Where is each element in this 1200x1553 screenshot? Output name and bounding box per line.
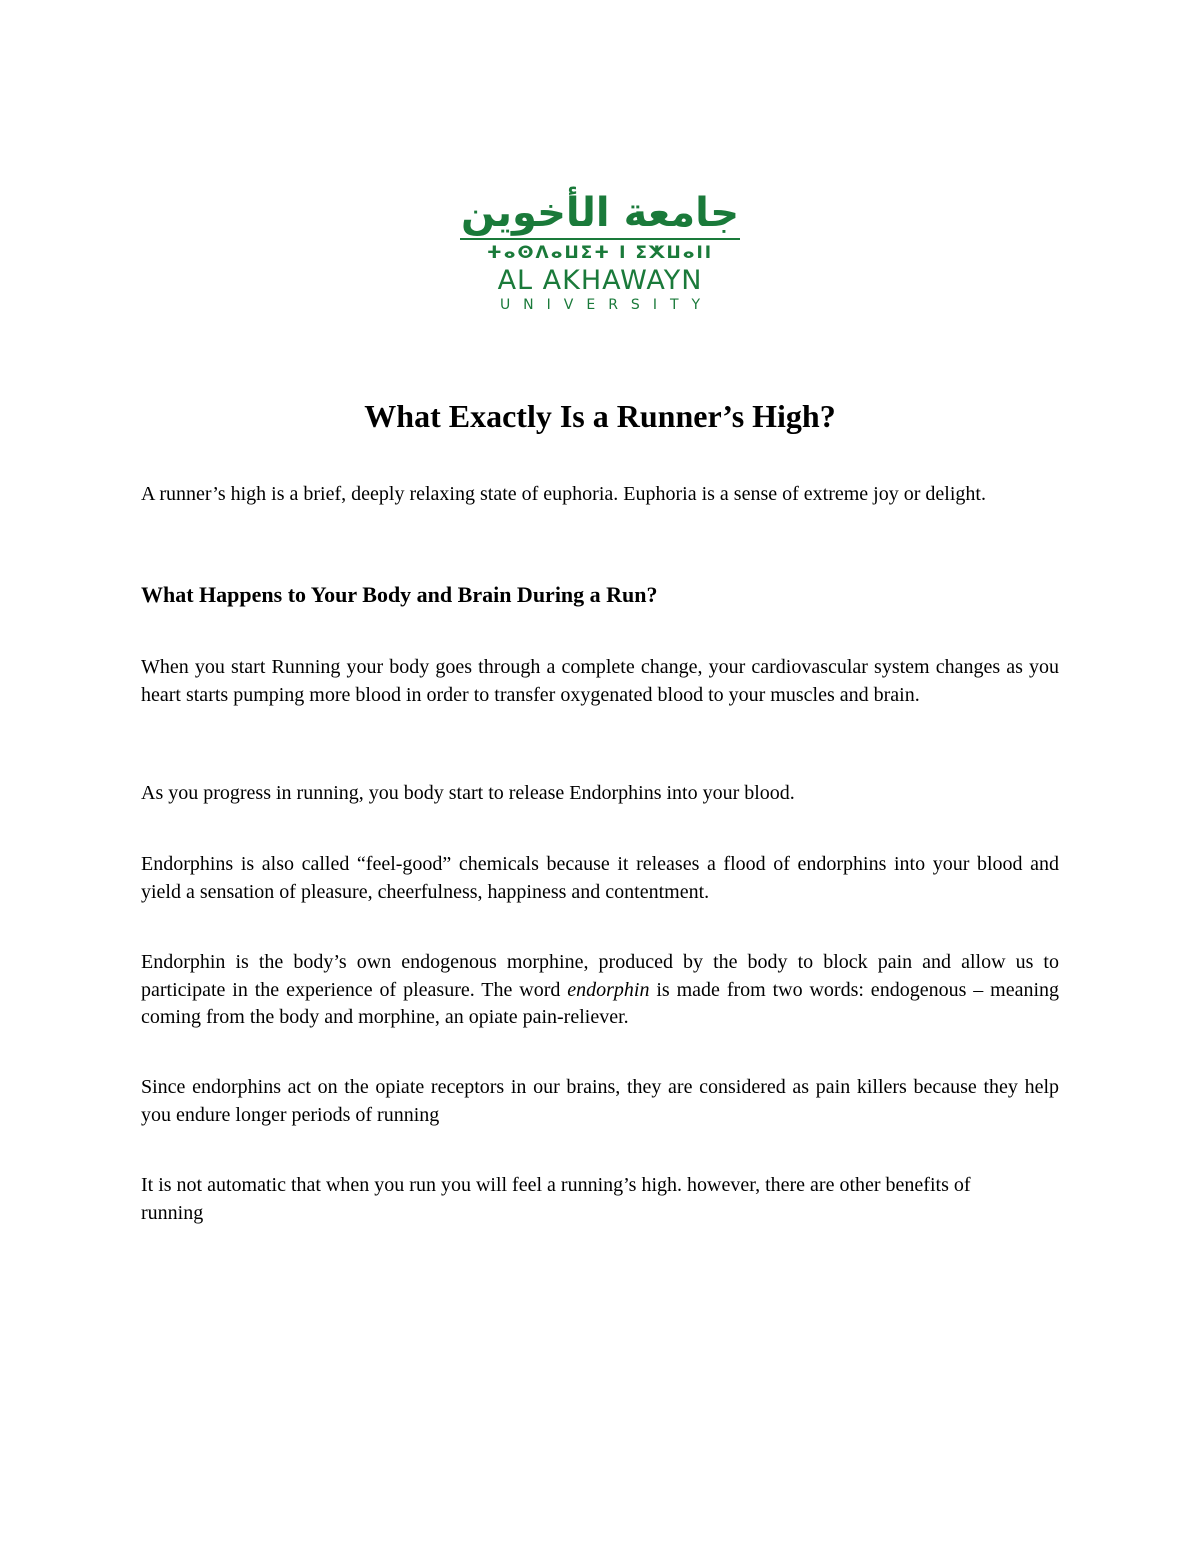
paragraph-not-automatic: It is not automatic that when you run you will feel a running’s high. however, there are other benefits of running [141,1174,971,1224]
paragraph-endorphin-definition [141,949,1059,1032]
section-heading: What Happens to Your Body and Brain During a Run? [141,582,658,607]
logo-latin-name: AL AKHAWAYN [497,265,703,296]
intro-paragraph: A runner’s high is a brief, deeply relaxing state of euphoria. Euphoria is a sense of extreme joy or delight. [141,483,986,505]
paragraph-body-changes: When you start Running your body goes through a complete change, your cardiovascular system changes as you heart starts pumping more blood in order to transfer oxygenated blood to your muscles and brain. [141,656,1059,706]
definition-italic-term: endorphin [567,978,650,1001]
logo-arabic-name: جامعة الأخوين [460,190,740,236]
document-title: What Exactly Is a Runner’s High? [364,398,836,434]
paragraph-endorphin-release: As you progress in running, you body start to release Endorphins into your blood. [141,782,795,804]
logo-subtitle: UNIVERSITY [499,297,714,313]
logo-tifinagh-name: ⵜⴰⵙⴷⴰⵡⵉⵜ ⵏ ⵉⵅⵡⴰⵏⵏ [460,238,740,264]
university-logo [460,190,740,318]
definition-text-after: is made from two words: endogenous – meaning coming from the body and morphine, an opiate pain-reliever. [141,978,1059,1028]
paragraph-feel-good-text: Endorphins is also called “feel-good” chemicals because it releases a flood of endorphins into your blood and yield a sensation of pleasure, cheerfulness, happiness and contentment. [141,853,1059,903]
definition-text-before: Endorphin is the body’s own endogenous morphine, produced by the body to block pain and allow us to participate in the experience of pleasure. The word [141,951,1059,1001]
paragraph-pain-killers: Since endorphins act on the opiate receptors in our brains, they are considered as pain killers because they help you endure longer periods of running [141,1076,1059,1126]
paragraph-feel-good [141,851,1059,906]
